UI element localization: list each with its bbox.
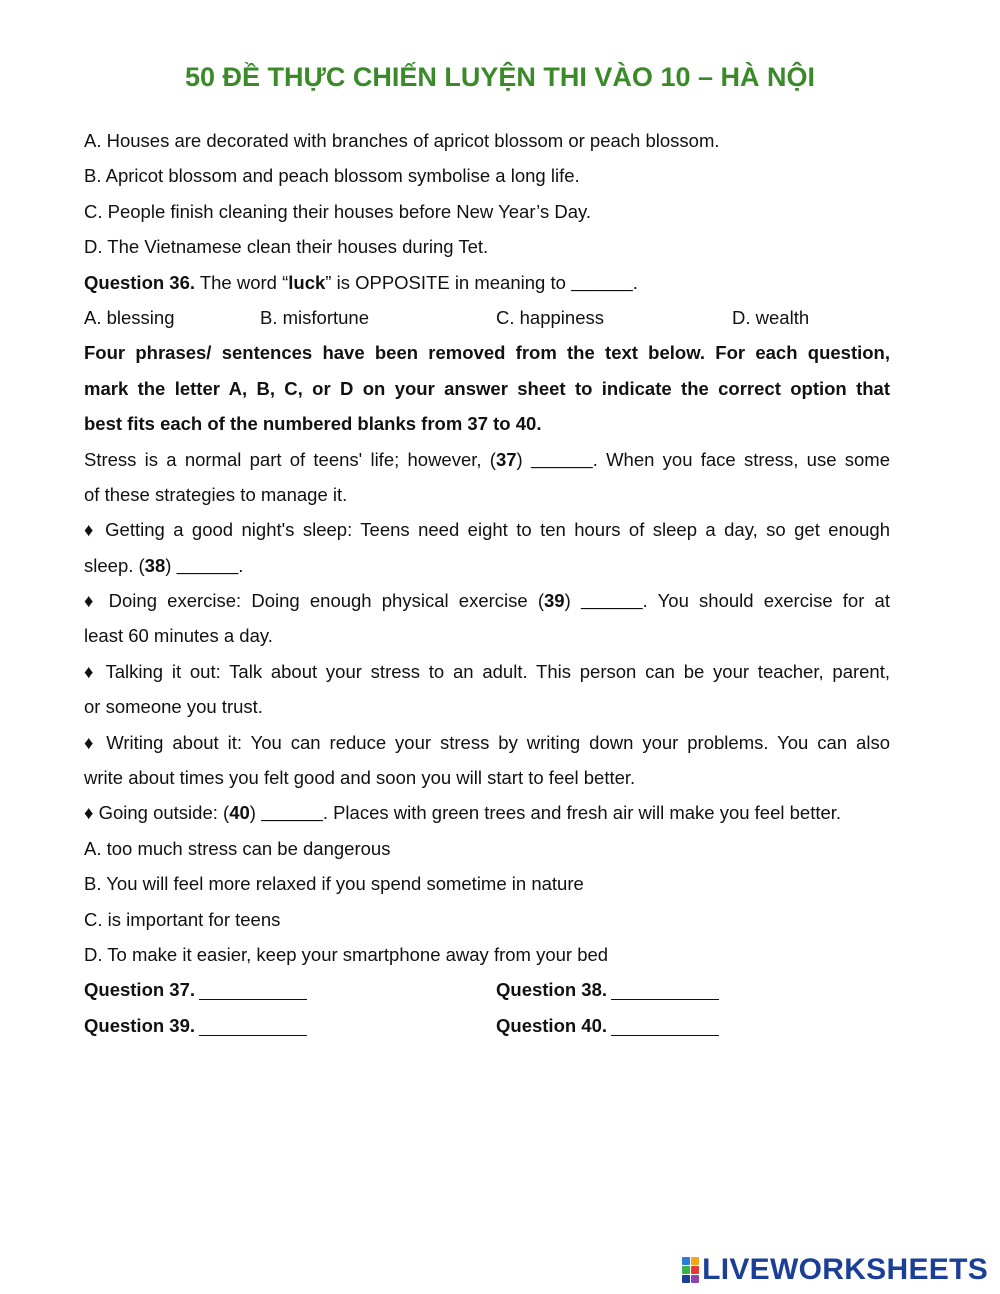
answer-row-2 [84, 1008, 890, 1043]
answer-blank-38[interactable]: ______ [176, 554, 239, 576]
instructions-line: best fits each of the numbered blanks from 37 to 40. [84, 413, 542, 435]
question-36-text-a: The word “ [195, 271, 289, 293]
passage-option-d: D. To make it easier, keep your smartphone away from your bed [84, 943, 609, 965]
passage-exercise-line2: least 60 minutes a day. [84, 625, 273, 647]
passage-text: ♦ Doing exercise: Doing enough physical exercise ( [84, 590, 545, 612]
worksheet-content [84, 123, 890, 1043]
instructions-line: mark the letter A, B, C, or D on your answer sheet to indicate the correct option that [84, 377, 890, 399]
q35-option-a: A. Houses are decorated with branches of apricot blossom or peach blossom. [84, 130, 720, 151]
passage-write-line1: ♦ Writing about it: You can reduce your stress by writing down your problems. You can also [84, 731, 890, 753]
liveworksheets-logo [682, 1250, 988, 1290]
question-36-text-b: ” is OPPOSITE in meaning to [325, 271, 572, 293]
logo-text: LIVEWORKSHEETS [702, 1253, 988, 1286]
q36-option-a: A. blessing [84, 306, 175, 328]
blank-number-38: 38 [144, 554, 166, 576]
answer-cell-39 [84, 1008, 307, 1043]
passage-text: ♦ Going outside: ( [84, 802, 230, 824]
passage-write-line2: write about times you felt good and soon you will start to feel better. [84, 767, 636, 789]
passage-talk-line1: ♦ Talking it out: Talk about your stress to an adult. This person can be your teacher, parent, [84, 660, 890, 682]
passage-text: ) [165, 554, 177, 576]
answer-cell-38 [496, 972, 719, 1007]
answer-label-38: Question 38. [496, 979, 608, 1001]
passage-text: . Places with green trees and fresh air will make you feel better. [322, 802, 842, 824]
passage-talk-line2: or someone you trust. [84, 696, 263, 718]
passage-text: sleep. ( [84, 554, 145, 576]
passage-text: ) [516, 448, 531, 470]
passage-option-a: A. too much stress can be dangerous [84, 837, 391, 859]
answer-label-40: Question 40. [496, 1014, 608, 1036]
answer-field-38[interactable] [611, 977, 719, 1000]
q35-option-d: D. The Vietnamese clean their houses during Tet. [84, 236, 489, 258]
question-36-keyword: luck [288, 271, 326, 293]
passage-text: . You should exercise for at [642, 590, 890, 612]
q36-option-b: B. misfortune [260, 306, 369, 328]
question-36-label: Question 36. [84, 271, 196, 293]
answer-blank[interactable]: ______ [571, 271, 633, 293]
passage-intro-line2: of these strategies to manage it. [84, 483, 348, 505]
q35-option-b: B. Apricot blossom and peach blossom symbolise a long life. [84, 165, 580, 187]
q36-option-c: C. happiness [496, 306, 604, 328]
q36-option-d: D. wealth [732, 306, 810, 328]
question-36-end: . [632, 271, 638, 293]
passage-sleep-line1: ♦ Getting a good night's sleep: Teens need eight to ten hours of sleep a day, so get enough [84, 519, 890, 541]
instructions [84, 335, 890, 441]
passage-text: . When you face stress, use some [592, 448, 890, 470]
answer-blank-37[interactable]: ______ [530, 448, 593, 470]
answer-label-39: Question 39. [84, 1014, 196, 1036]
answer-blank-39[interactable]: ______ [580, 590, 643, 612]
blank-number-40: 40 [229, 802, 250, 824]
blank-number-37: 37 [495, 448, 517, 470]
passage-option-c: C. is important for teens [84, 908, 281, 930]
passage-outside [84, 795, 890, 830]
answer-row-1 [84, 972, 890, 1007]
passage-intro [84, 442, 890, 477]
blank-number-39: 39 [544, 590, 565, 612]
answer-blank-40[interactable]: ______ [261, 802, 323, 824]
passage-text: Stress is a normal part of teens' life; however, ( [84, 448, 496, 470]
answer-label-37: Question 37. [84, 979, 196, 1001]
logo-blocks-icon [682, 1257, 699, 1283]
question-36 [84, 265, 890, 300]
passage-text: . [238, 554, 244, 576]
page-title: 50 ĐỀ THỰC CHIẾN LUYỆN THI VÀO 10 – HÀ NỘI [184, 62, 815, 92]
answer-cell-37 [84, 972, 307, 1007]
answer-field-37[interactable] [199, 977, 307, 1000]
answer-field-40[interactable] [611, 1013, 719, 1036]
answer-field-39[interactable] [199, 1013, 307, 1036]
passage-exercise-line1 [84, 583, 890, 618]
passage-text: ) [249, 802, 262, 824]
passage-option-b: B. You will feel more relaxed if you spend sometime in nature [84, 873, 584, 895]
passage-sleep-line2 [84, 548, 890, 583]
q35-option-c: C. People finish cleaning their houses before New Year’s Day. [84, 200, 591, 222]
question-36-options [84, 300, 890, 335]
passage-text: ) [564, 590, 581, 612]
answer-cell-40 [496, 1008, 719, 1043]
instructions-line: Four phrases/ sentences have been removed from the text below. For each question, [84, 342, 890, 364]
